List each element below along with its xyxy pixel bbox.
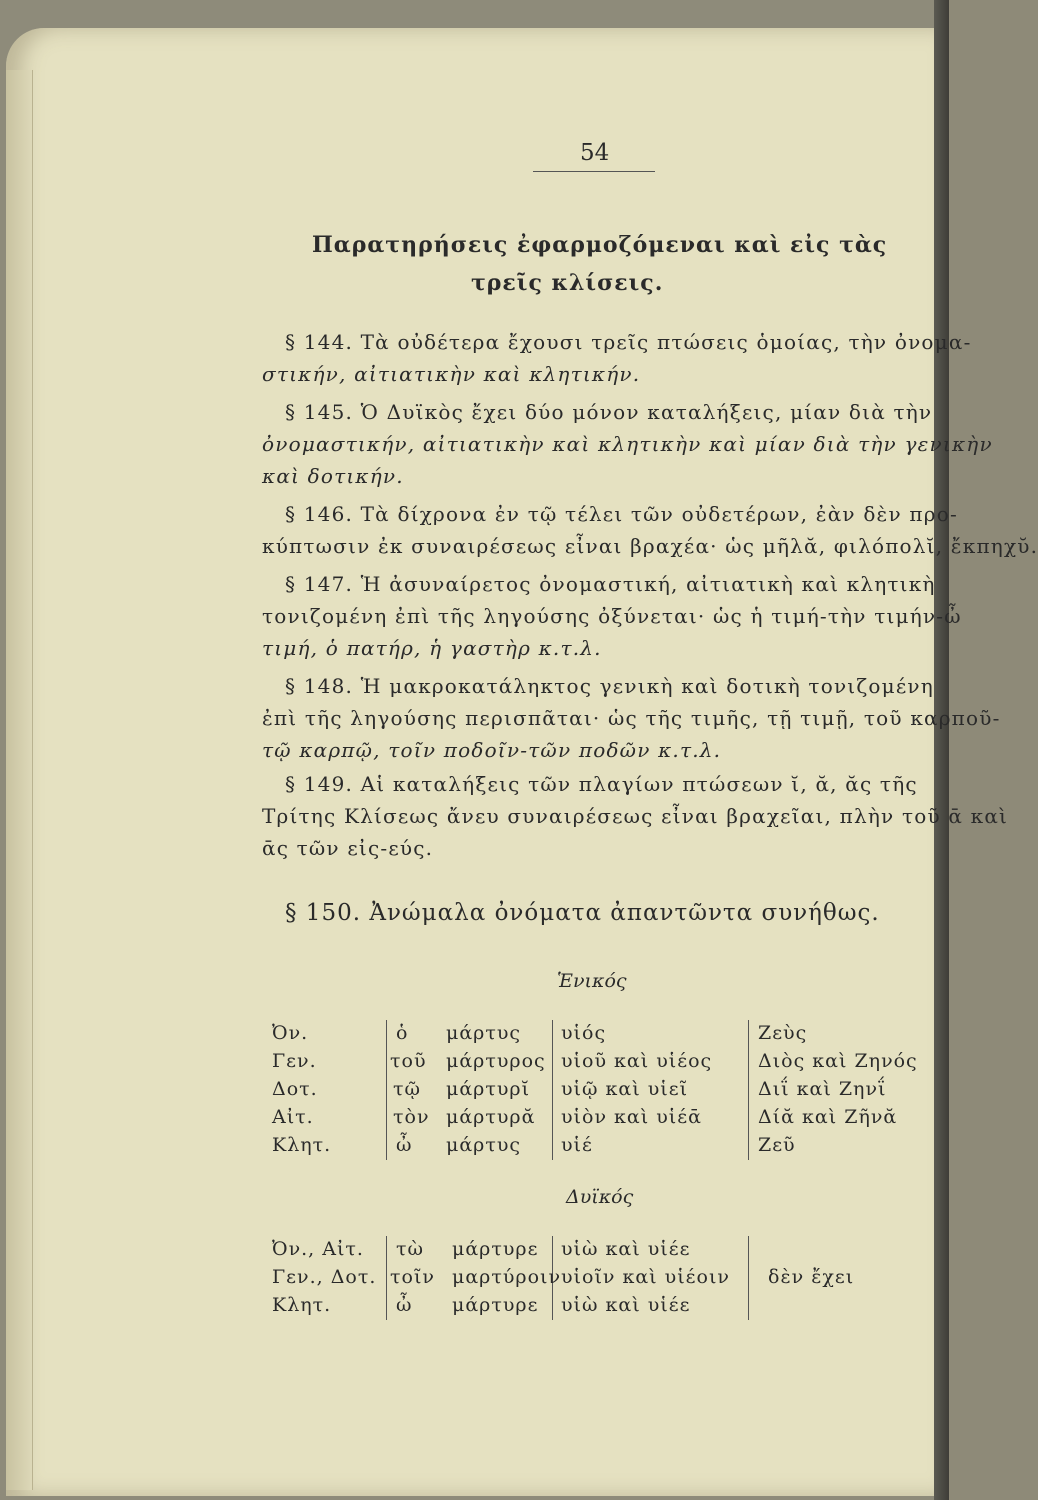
dual-huios: υἱὼ καὶ υἱέε (561, 1238, 691, 1260)
dual-article: ὦ (396, 1294, 413, 1316)
singular-article: ὦ (396, 1134, 413, 1156)
dual-case-label: Γεν., Δοτ. (272, 1266, 377, 1288)
singular-zeus: Διὸς καὶ Ζηνός (758, 1050, 918, 1072)
singular-article: τοῦ (390, 1050, 427, 1072)
paragraph-145-line-3: καὶ δοτικήν. (262, 464, 404, 488)
singular-article: ὁ (396, 1022, 409, 1044)
singular-zeus: Ζεῦ (758, 1134, 796, 1156)
dual-martys: μαρτύροιν (452, 1266, 562, 1288)
dual-table-divider-1 (386, 1236, 387, 1320)
paragraph-148-line-3: τῷ καρπῷ, τοῖν ποδοῖν-τῶν ποδῶν κ.τ.λ. (262, 738, 722, 762)
dual-case-label: Ὀν., Αἰτ. (272, 1238, 364, 1260)
singular-martys: μάρτυρᾰ (446, 1106, 536, 1128)
dual-martys: μάρτυρε (452, 1238, 539, 1260)
paragraph-149-line-1: § 149. Αἱ καταλήξεις τῶν πλαγίων πτώσεων ῐ, ᾰ, ᾰς τῆς (285, 772, 918, 796)
singular-header: Ἑνικός (557, 970, 627, 992)
dual-zeus-note: δὲν ἔχει (768, 1266, 855, 1288)
dual-header: Δυϊκός (566, 1186, 634, 1208)
paragraph-144-line-2: στικήν, αἰτιατικὴν καὶ κλητικήν. (262, 362, 641, 386)
paragraph-145-line-1: § 145. Ὁ Δυϊκὸς ἔχει δύο μόνον καταλήξεις, μίαν διὰ τὴν (285, 400, 933, 424)
dual-article: τὼ (396, 1238, 425, 1260)
singular-huios: υἱέ (561, 1134, 593, 1156)
singular-case-label: Ὀν. (272, 1022, 309, 1044)
paragraph-145-line-2: ὀνομαστικήν, αἰτιατικὴν καὶ κλητικὴν καὶ μίαν διὰ τὴν γενικὴν (262, 432, 993, 456)
paragraph-149-line-2: Τρίτης Κλίσεως ἄνευ συναιρέσεως εἶναι βραχεῖαι, πλὴν τοῦ ᾱ καὶ (262, 804, 1009, 828)
paragraph-144-line-1: § 144. Τὰ οὐδέτερα ἔχουσι τρεῖς πτώσεις ὁμοίας, τὴν ὀνομα- (285, 330, 972, 354)
singular-martys: μάρτυς (446, 1134, 522, 1156)
dual-huios: υἱοῖν καὶ υἱέοιν (561, 1266, 730, 1288)
section-heading-line-1: Παρατηρήσεις ἐφαρμοζόμεναι καὶ εἰς τὰς (312, 232, 888, 258)
paragraph-147-line-3: τιμή, ὁ πατήρ, ἡ γαστὴρ κ.τ.λ. (262, 636, 602, 660)
paragraph-147-line-2: τονιζομένη ἐπὶ τῆς ληγούσης ὀξύνεται· ὡς ἡ τιμή-τὴν τιμήν-ὦ (262, 604, 962, 628)
dual-huios: υἱὼ καὶ υἱέε (561, 1294, 691, 1316)
paragraph-148-line-1: § 148. Ἡ μακροκατάληκτος γενικὴ καὶ δοτικὴ τονιζομένη (285, 674, 934, 698)
singular-table-divider-3 (748, 1020, 749, 1160)
page-number: 54 (580, 140, 610, 166)
section-heading-line-2: τρεῖς κλίσεις. (471, 270, 664, 296)
dual-case-label: Κλητ. (272, 1294, 332, 1316)
paragraph-149-line-3: ᾱς τῶν εἰς-εύς. (262, 836, 434, 860)
singular-huios: υἱοῦ καὶ υἱέος (561, 1050, 713, 1072)
singular-article: τὸν (393, 1106, 430, 1128)
singular-zeus: Ζεὺς (758, 1022, 808, 1044)
paragraph-148-line-2: ἐπὶ τῆς ληγούσης περισπᾶται· ὡς τῆς τιμῆς, τῇ τιμῇ, τοῦ καρποῦ- (262, 706, 1001, 730)
page-gutter (6, 70, 33, 1490)
singular-table-divider-1 (386, 1020, 387, 1160)
singular-huios: υἱῷ καὶ υἱεῖ (561, 1078, 689, 1100)
paragraph-147-line-1: § 147. Ἡ ἀσυναίρετος ὀνομαστική, αἰτιατικὴ καὶ κλητικὴ (285, 572, 936, 596)
singular-huios: υἱός (561, 1022, 607, 1044)
singular-huios: υἱὸν καὶ υἱέᾱ (561, 1106, 702, 1128)
page-number-rule (533, 171, 655, 172)
singular-martys: μάρτυρῐ (446, 1078, 531, 1100)
singular-article: τῷ (393, 1078, 422, 1100)
singular-zeus: Δίᾰ καὶ Ζῆνᾰ (758, 1106, 898, 1128)
section-150-title: § 150. Ἀνώμαλα ὀνόματα ἀπαντῶντα συνήθως. (285, 900, 880, 926)
singular-case-label: Γεν. (272, 1050, 317, 1072)
paragraph-146-line-1: § 146. Τὰ δίχρονα ἐν τῷ τέλει τῶν οὐδετέρων, ἐὰν δὲν προ- (285, 502, 958, 526)
singular-case-label: Δοτ. (272, 1078, 318, 1100)
singular-case-label: Αἰτ. (272, 1106, 314, 1128)
paragraph-146-line-2: κύπτωσιν ἐκ συναιρέσεως εἶναι βραχέα· ὡς μῆλᾰ, φιλόπολῐ, ἔκπηχῠ. (262, 534, 1038, 558)
singular-martys: μάρτυς (446, 1022, 522, 1044)
dual-martys: μάρτυρε (452, 1294, 539, 1316)
next-page-edge (934, 0, 949, 1500)
singular-table-divider-2 (552, 1020, 553, 1160)
dual-table-divider-3 (748, 1236, 749, 1320)
singular-martys: μάρτυρος (446, 1050, 546, 1072)
dual-article: τοῖν (390, 1266, 435, 1288)
singular-zeus: Διΐ καὶ Ζηνΐ (758, 1078, 887, 1100)
singular-case-label: Κλητ. (272, 1134, 332, 1156)
